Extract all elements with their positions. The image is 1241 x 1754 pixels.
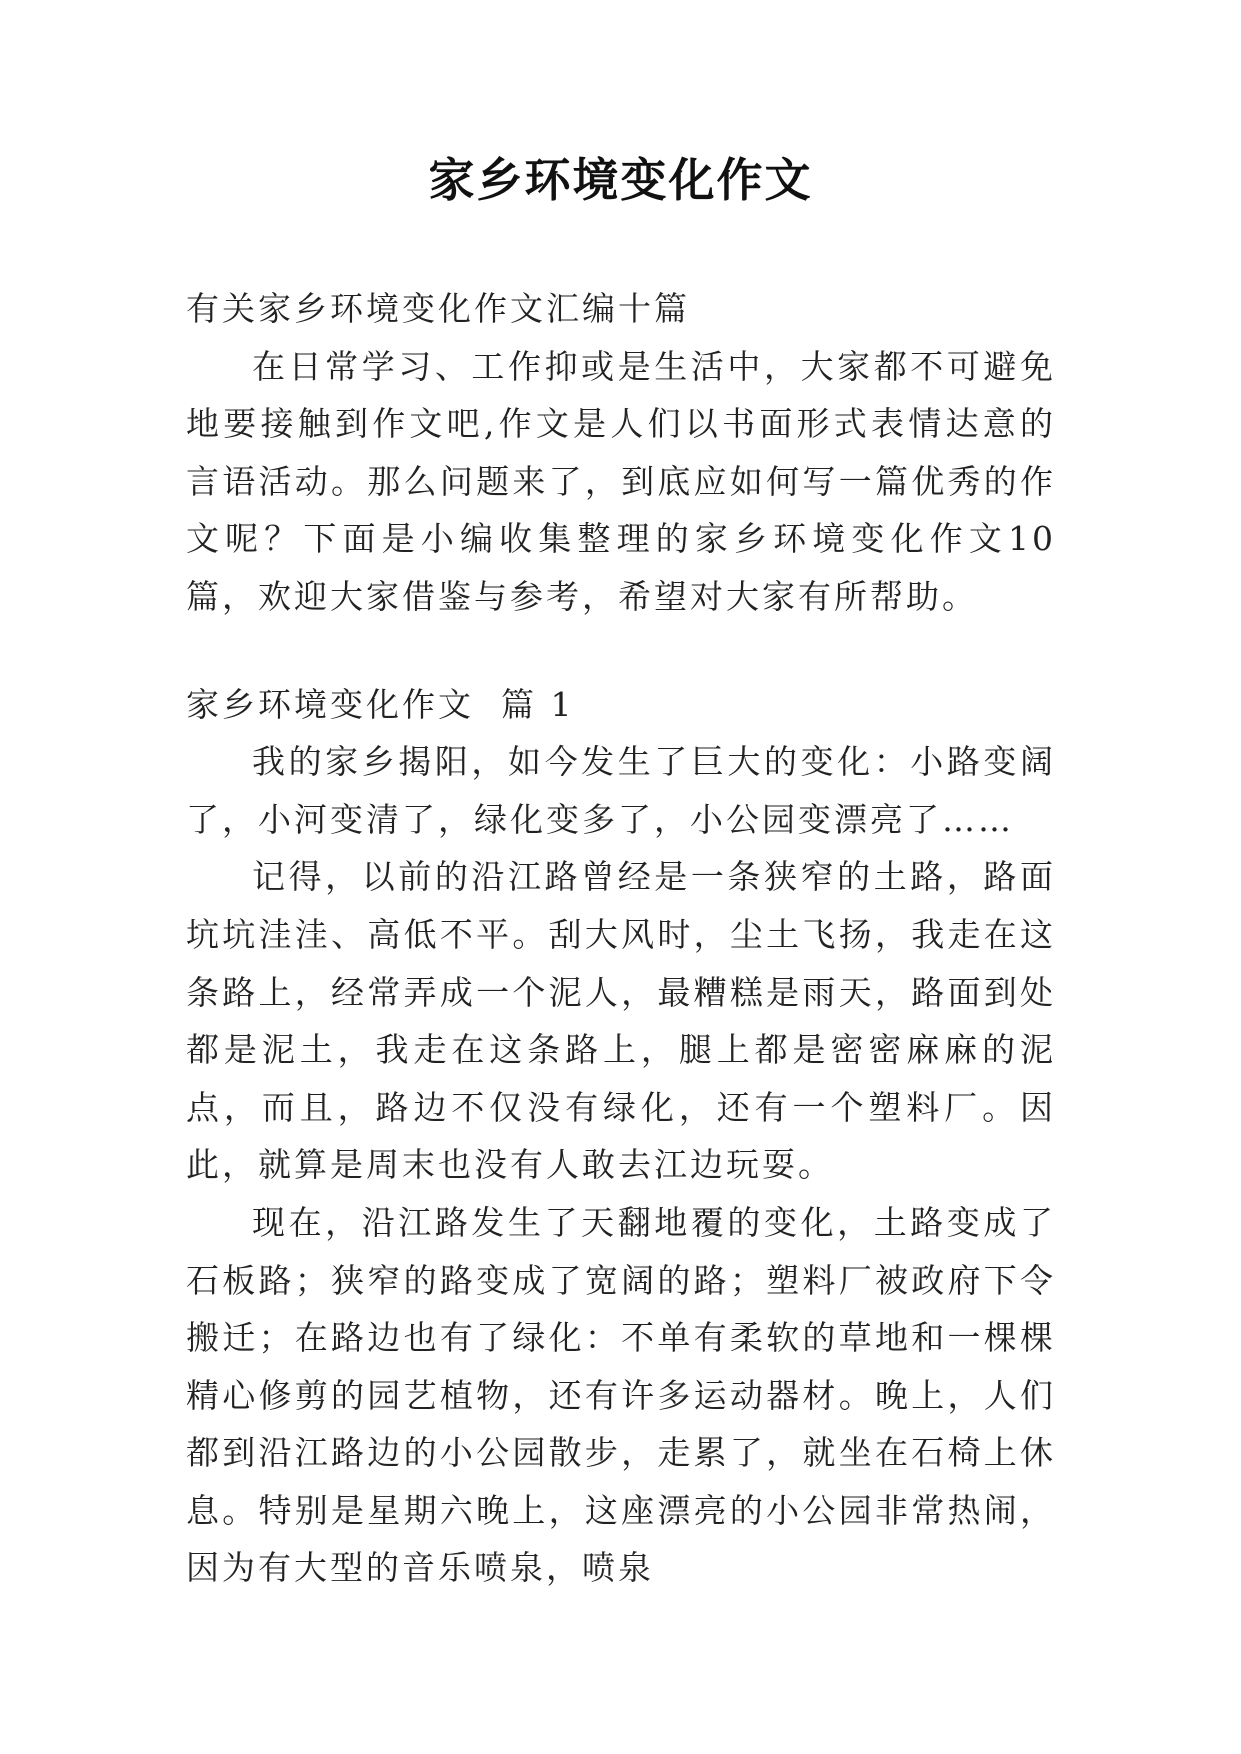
section-heading: 家乡环境变化作文 篇 1 <box>186 684 575 724</box>
document-body <box>186 280 1056 1597</box>
intro-paragraph: 在日常学习、工作抑或是生活中，大家都不可避免地要接触到作文吧,作文是人们以书面形式表情达意的言语活动。那么问题来了，到底应如何写一篇优秀的作文呢？下面是小编收集整理的家乡环境变化作文10篇，欢迎大家借鉴与参考，希望对大家有所帮助。 <box>186 346 1056 616</box>
document-subtitle: 有关家乡环境变化作文汇编十篇 <box>186 289 690 328</box>
essay-paragraph-3: 现在，沿江路发生了天翻地覆的变化，土路变成了石板路；狭窄的路变成了宽阔的路；塑料厂被政府下令搬迁；在路边也有了绿化：不单有柔软的草地和一棵棵精心修剪的园艺植物，还有许多运动器材。晚上，人们都到沿江路边的小公园散步，走累了，就坐在石椅上休息。特别是星期六晚上，这座漂亮的小公园非常热闹，因为有大型的音乐喷泉，喷泉 <box>186 1202 1056 1588</box>
document-title: 家乡环境变化作文 <box>428 153 813 207</box>
essay-paragraph-2: 记得，以前的沿江路曾经是一条狭窄的土路，路面坑坑洼洼、高低不平。刮大风时，尘土飞扬，我走在这条路上，经常弄成一个泥人，最糟糕是雨天，路面到处都是泥土，我走在这条路上，腿上都是密密麻麻的泥点，而且，路边不仅没有绿化，还有一个塑料厂。因此，就算是周末也没有人敢去江边玩耍。 <box>186 857 1056 1185</box>
essay-paragraph-1: 我的家乡揭阳，如今发生了巨大的变化：小路变阔了，小河变清了，绿化变多了，小公园变漂亮了…… <box>186 742 1056 839</box>
section-spacer <box>186 626 1056 676</box>
